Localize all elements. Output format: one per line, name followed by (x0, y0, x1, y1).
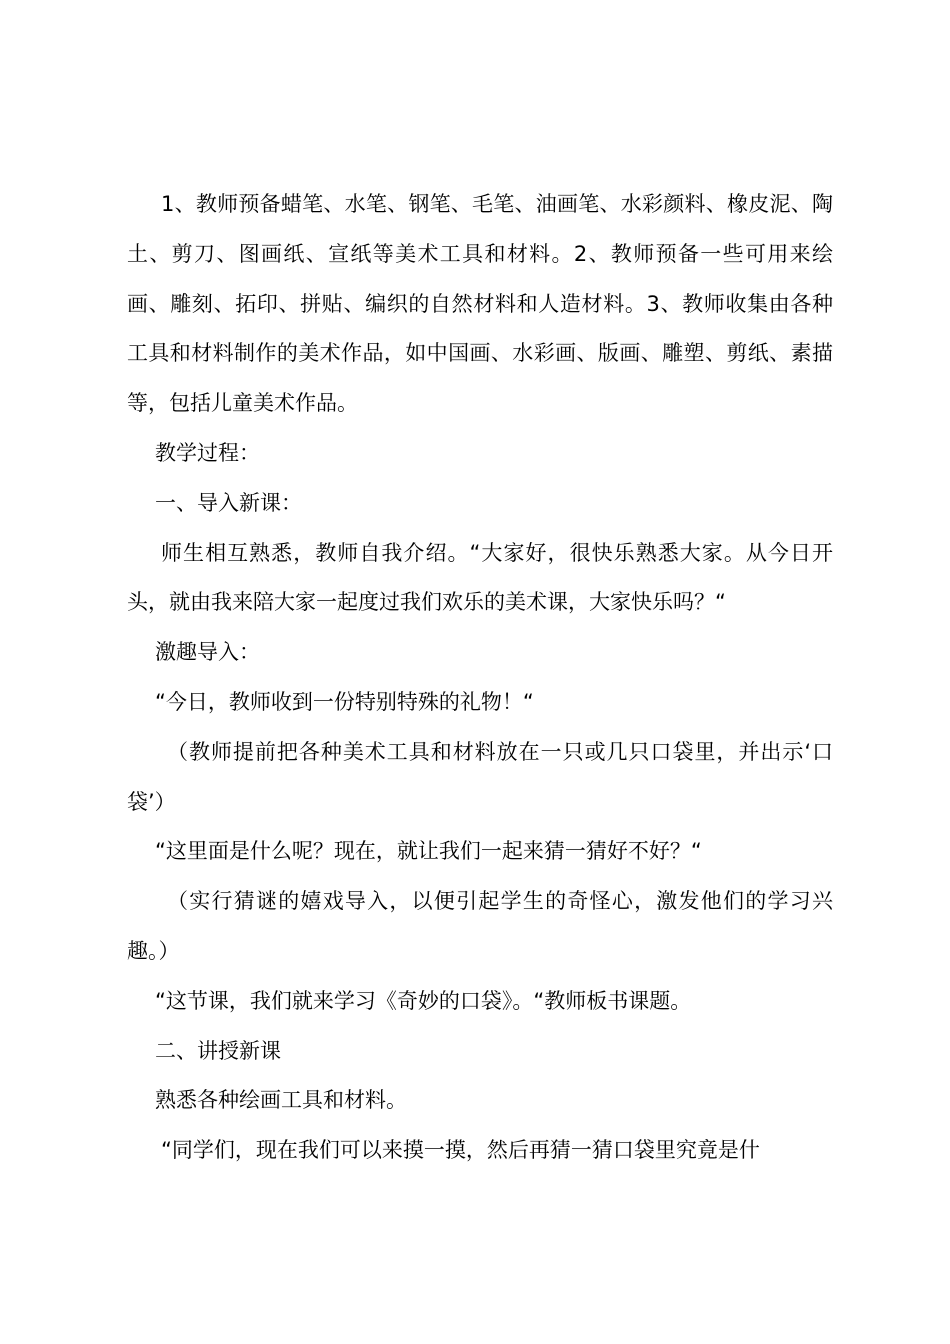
paragraph-touch-guess: “同学们，现在我们可以来摸一摸，然后再猜一猜口袋里究竟是什 (161, 1138, 760, 1163)
paragraph-materials: 1、教师预备蜡笔、水笔、钢笔、毛笔、油画笔、水彩颜料、橡皮泥、陶土、剪刀、图画纸、宣纸等美术工具和材料。2、教师预备一些可用来绘画、雕刻、拓印、拼贴、编织的自然材料和人造材料。3、教师收集由各种工具和材料制作的美术作品，如中国画、水彩画、版画、雕塑、剪纸、素描等，包括儿童美术作品。 (127, 192, 833, 416)
paragraph-teaching-process: 教学过程： (155, 440, 260, 465)
paragraph-tools-materials: 熟悉各种绘画工具和材料。 (155, 1088, 407, 1113)
document-body (127, 180, 833, 1176)
paragraph-section-new-lesson: 二、讲授新课 (155, 1038, 281, 1063)
paragraph-gift: “今日，教师收到一份特别特殊的礼物！“ (155, 689, 534, 714)
paragraph-section-intro: 一、导入新课： (155, 490, 302, 515)
paragraph-self-introduction: 师生相互熟悉，教师自我介绍。“大家好，很快乐熟悉大家。从今日开头，就由我来陪大家一起度过我们欢乐的美术课，大家快乐吗？“ (127, 540, 833, 615)
paragraph-show-bag: （教师提前把各种美术工具和材料放在一只或几只口袋里，并出示‘口袋’） (127, 739, 833, 814)
paragraph-interest-intro: 激趣导入： (155, 640, 260, 665)
paragraph-lesson-title: “这节课，我们就来学习《奇妙的口袋》。“教师板书课题。 (155, 988, 692, 1013)
paragraph-guess-prompt: “这里面是什么呢？现在，就让我们一起来猜一猜好不好？“ (155, 839, 702, 864)
paragraph-game-note: （实行猜谜的嬉戏导入，以便引起学生的奇怪心，激发他们的学习兴趣。） (127, 889, 833, 963)
